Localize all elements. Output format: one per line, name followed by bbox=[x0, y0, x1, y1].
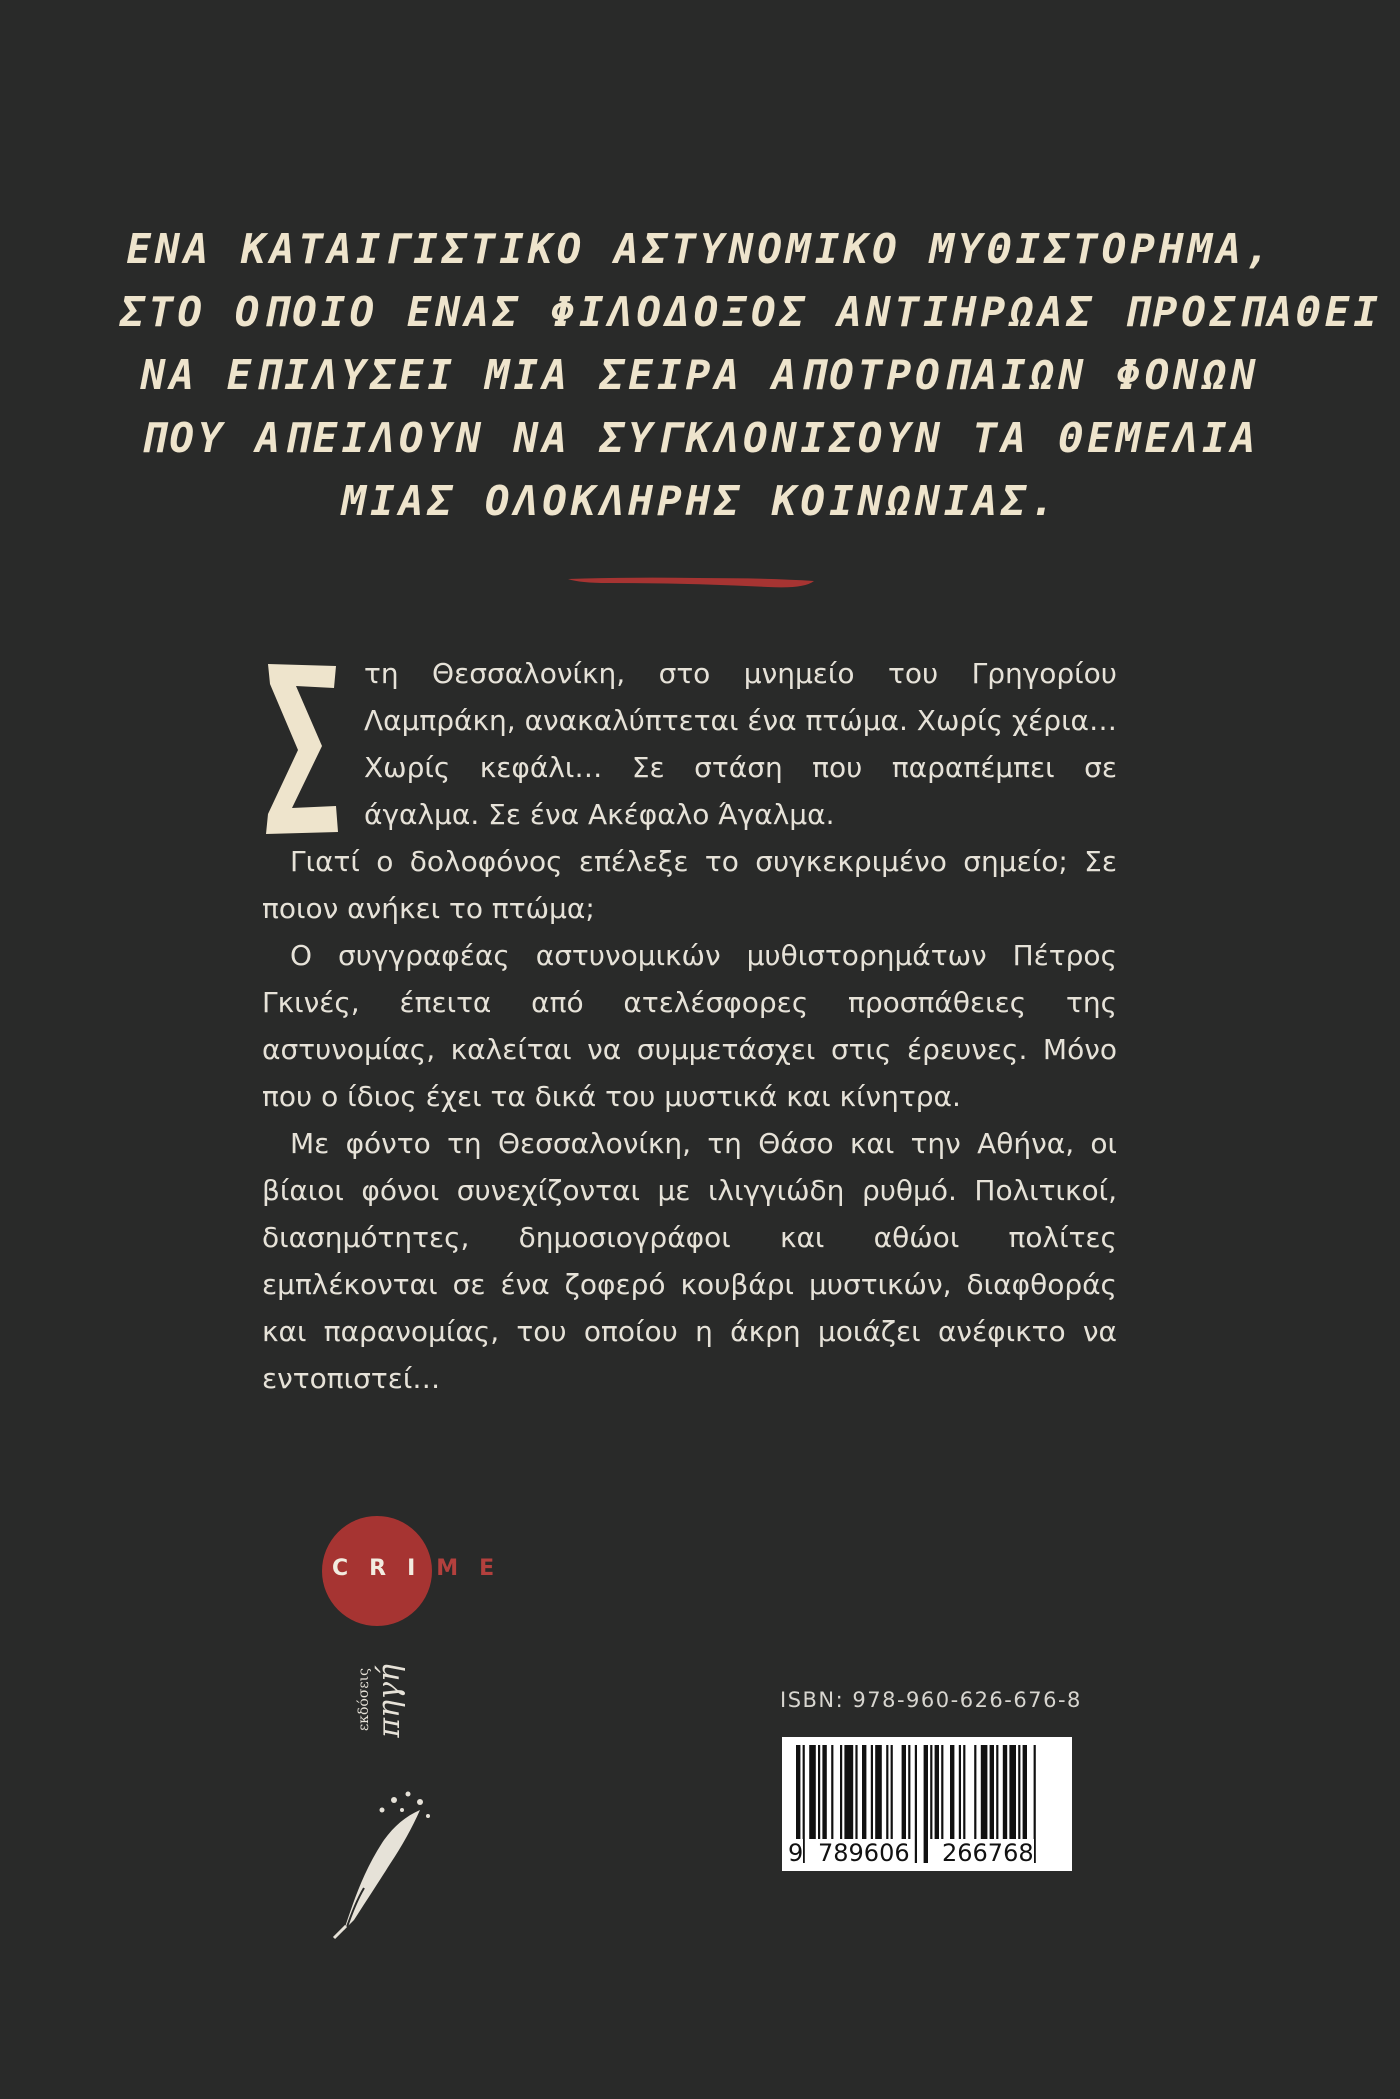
dropcap-sigma bbox=[262, 658, 342, 838]
blurb-paragraph: Με φόντο τη Θεσσαλονίκη, τη Θάσο και την Αθήνα, οι βίαιοι φόνοι συνεχίζονται με ιλιγγιώδη ρυθμό. Πολιτικοί, διασημότητες, δημοσιογράφοι και αθώοι πολίτες εμπλέκονται σε ένα ζοφερό κουβάρι μυστικών, διαφθοράς και παρανομίας, του οποίου η άκρη μοιάζει ανέφικτο να εντοπιστεί… bbox=[262, 1127, 1117, 1395]
publisher-name: πηγή bbox=[372, 1664, 407, 1738]
barcode-bar bbox=[1023, 1745, 1027, 1839]
barcode-bar bbox=[963, 1745, 965, 1839]
tagline-line: ΕΝΑ ΚΑΤΑΙΓΙΣΤΙΚΟ ΑΣΤΥΝΟΜΙΚΟ ΜΥΘΙΣΤΟΡΗΜΑ, bbox=[126, 225, 1274, 273]
barcode-bar bbox=[875, 1745, 882, 1839]
barcode-bar bbox=[809, 1745, 816, 1839]
blurb-paragraph: Ο συγγραφέας αστυνομικών μυθιστορημάτων Πέτρος Γκινές, έπειτα από ατελέσφορες προσπάθειες της αστυνομίας, καλείται να συμμετάσχει στις έρευνες. Μόνο που ο ίδιος έχει τα δικά του μυστικά και κίνητρα. bbox=[262, 939, 1117, 1113]
barcode-bar bbox=[871, 1745, 873, 1839]
crime-label-outside: ME bbox=[436, 1556, 516, 1581]
barcode-bar bbox=[831, 1745, 833, 1839]
barcode-digits-right: 266768 bbox=[942, 1839, 1034, 1867]
barcode-bar bbox=[990, 1745, 994, 1839]
barcode-bar bbox=[818, 1745, 820, 1839]
tagline-line: ΣΤΟ ΟΠΟΙΟ ΕΝΑΣ ΦΙΛΟΔΟΞΟΣ ΑΝΤΙΗΡΩΑΣ ΠΡΟΣΠΑΘΕΙ bbox=[120, 288, 1383, 336]
barcode-bar bbox=[844, 1745, 853, 1839]
tagline-line: ΠΟΥ ΑΠΕΙΛΟΥΝ ΝΑ ΣΥΓΚΛΟΝΙΣΟΥΝ ΤΑ ΘΕΜΕΛΙΑ bbox=[140, 414, 1260, 462]
barcode-digit-first: 9 bbox=[788, 1839, 804, 1867]
red-brush-divider bbox=[568, 572, 814, 592]
barcode-bar bbox=[974, 1745, 976, 1839]
isbn-label: ISBN: 978-960-626-676-8 bbox=[780, 1688, 1082, 1712]
back-cover-blurb bbox=[262, 650, 1117, 1402]
blurb-paragraph: Γιατί ο δολοφόνος επέλεξε το συγκεκριμένο σημείο; Σε ποιον ανήκει το πτώμα; bbox=[262, 845, 1117, 925]
crime-label-inside: CRI bbox=[332, 1556, 437, 1581]
barcode-bar bbox=[855, 1745, 857, 1839]
barcode-bar bbox=[924, 1745, 928, 1863]
barcode-bar bbox=[950, 1745, 954, 1839]
tagline-line: ΝΑ ΕΠΙΛΥΣΕΙ ΜΙΑ ΣΕΙΡΑ ΑΠΟΤΡΟΠΑΙΩΝ ΦΟΝΩΝ bbox=[140, 351, 1260, 399]
barcode-bar bbox=[902, 1745, 906, 1839]
barcode-bar bbox=[862, 1745, 866, 1839]
barcode-bar bbox=[915, 1745, 917, 1863]
barcode-bar bbox=[1003, 1745, 1007, 1839]
blurb-paragraph: τη Θεσσαλονίκη, στο μνημείο του Γρηγορίου Λαμπράκη, ανακαλύπτεται ένα πτώμα. Χωρίς χέρια… Χωρίς κεφάλι… Σε στάση που παραπέμπει σε άγαλμα. Σε ένα Ακέφαλο Άγαλμα. bbox=[364, 657, 1117, 831]
isbn-barcode bbox=[782, 1737, 1072, 1871]
crime-series-label bbox=[332, 1556, 532, 1586]
barcode-bar bbox=[935, 1745, 939, 1839]
barcode-bar bbox=[959, 1745, 961, 1839]
barcode-bar bbox=[941, 1745, 943, 1839]
feather-logo-icon bbox=[324, 1780, 434, 1940]
barcode-bar bbox=[981, 1745, 988, 1839]
barcode-bar bbox=[822, 1745, 826, 1839]
barcode-bar bbox=[908, 1745, 910, 1839]
barcode-bar bbox=[996, 1745, 998, 1839]
tagline-line: ΜΙΑΣ ΟΛΟΚΛΗΡΗΣ ΚΟΙΝΩΝΙΑΣ. bbox=[341, 477, 1059, 525]
barcode-bar bbox=[930, 1745, 932, 1839]
barcode-bar bbox=[840, 1745, 842, 1839]
barcode-digits-left: 789606 bbox=[818, 1839, 910, 1867]
publisher-prefix: εκδόσεις bbox=[356, 1668, 372, 1731]
tagline bbox=[120, 218, 1383, 533]
barcode-bar bbox=[886, 1745, 888, 1839]
barcode-bar bbox=[1034, 1745, 1036, 1863]
barcode-bar bbox=[1009, 1745, 1016, 1839]
barcode-bar bbox=[1018, 1745, 1020, 1839]
barcode-bar bbox=[891, 1745, 893, 1839]
